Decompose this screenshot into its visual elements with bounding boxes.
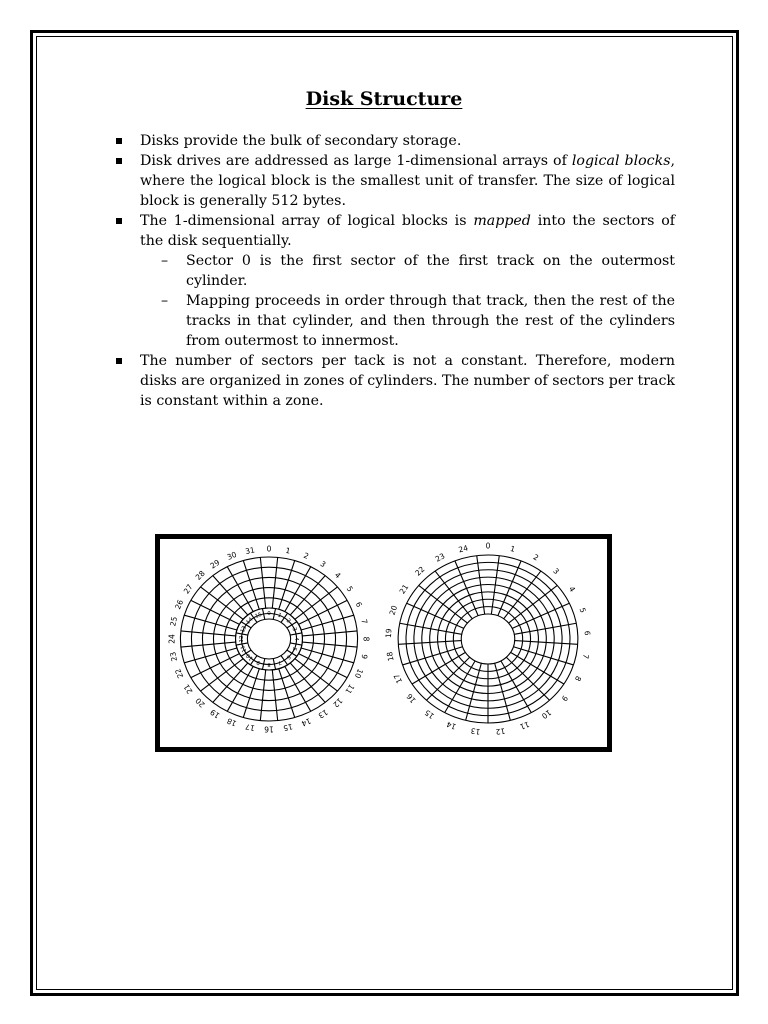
sector-label: 1 — [509, 543, 517, 554]
sector-label: 24 — [457, 543, 469, 555]
track-circle — [191, 567, 346, 711]
track-circle — [247, 619, 290, 659]
list-item-text: , where the logical block is the smallest unit of transfer. The size of logical block is generally 512 bytes. — [140, 153, 676, 209]
sector-line — [191, 600, 240, 624]
sector-label: 27 — [181, 582, 195, 596]
sector-label: 21 — [181, 682, 195, 696]
sector-line — [302, 631, 357, 636]
track-circle — [453, 607, 522, 672]
disk-constant — [398, 555, 578, 723]
sector-line — [498, 561, 521, 616]
sector-label: 10 — [539, 707, 553, 721]
sector-label: 6 — [284, 653, 292, 661]
sector-line — [455, 561, 478, 616]
sector-line — [227, 666, 253, 711]
sector-label: 19 — [383, 628, 394, 639]
track-circle — [236, 608, 303, 670]
sector-label: 15 — [254, 611, 264, 621]
sub-list-item — [115, 291, 675, 351]
sector-line — [400, 623, 462, 634]
sector-line — [181, 631, 236, 636]
sector-line — [260, 557, 265, 608]
sector-label: 8 — [572, 674, 584, 683]
sector-line — [504, 571, 541, 619]
sector-label: 9 — [359, 653, 370, 660]
sector-label: 10 — [352, 667, 365, 680]
sector-label: 10 — [245, 652, 255, 662]
emphasized-text: mapped — [473, 213, 531, 229]
list-item-text: The 1-dimensional array of logical blocks is — [140, 213, 474, 229]
sector-label: 13 — [316, 707, 330, 721]
sector-label: 12 — [495, 726, 506, 737]
sector-label: 5 — [290, 645, 298, 652]
disk-zoned — [180, 557, 357, 721]
sector-label: 25 — [168, 615, 180, 628]
track-circle — [461, 614, 515, 664]
sector-label: 0 — [485, 541, 491, 551]
track-circle — [213, 588, 324, 691]
sector-label: 29 — [208, 557, 222, 571]
sector-line — [302, 642, 357, 647]
sector-label: 18 — [384, 650, 396, 662]
sector-label: 14 — [245, 616, 255, 626]
list-item-text: Sector 0 is the first sector of the first track on the outermost cylinder. — [186, 253, 675, 289]
sector-label: 24 — [167, 634, 177, 644]
sector-label: 16 — [264, 724, 274, 734]
sector-line — [495, 663, 511, 720]
dash-marker: – — [161, 253, 169, 269]
sector-line — [285, 567, 311, 612]
sector-label: 15 — [282, 721, 294, 733]
sector-label: 21 — [397, 582, 411, 596]
bullet-list — [115, 131, 675, 411]
sector-label: 2 — [531, 552, 541, 563]
sector-label: 13 — [239, 625, 249, 634]
sector-label: 23 — [433, 551, 447, 564]
sector-line — [272, 670, 277, 721]
sector-line — [299, 600, 348, 624]
sector-label: 0 — [266, 544, 272, 554]
sub-list-item — [115, 251, 675, 291]
sector-line — [506, 657, 549, 700]
sector-label: 19 — [208, 707, 222, 721]
sector-label: 6 — [353, 600, 364, 609]
sector-label: 2 — [302, 550, 311, 561]
dash-marker: – — [161, 293, 169, 309]
sector-label: 17 — [391, 672, 405, 685]
sector-label: 3 — [318, 559, 328, 570]
list-item-text: Disk drives are addressed as large 1-dimensional arrays of — [140, 153, 572, 169]
sector-label: 30 — [225, 549, 238, 562]
sector-label: 22 — [413, 564, 427, 578]
square-bullet-icon — [116, 218, 122, 224]
page-title: Disk Structure — [305, 88, 463, 110]
sector-label: 0 — [267, 611, 271, 617]
sector-label: 3 — [290, 626, 298, 633]
square-bullet-icon — [116, 158, 122, 164]
list-item-text: Mapping proceeds in order through that track, then the rest of the tracks in that cylinder, and then through the rest of the cylinders from outermost to innermost. — [186, 293, 675, 349]
sector-label: 16 — [404, 691, 418, 705]
sector-label: 6 — [582, 630, 592, 636]
list-item-text: Disks provide the bulk of secondary storage. — [140, 133, 462, 149]
emphasized-text: logical blocks — [571, 153, 671, 169]
sector-label: 8 — [267, 661, 271, 667]
sector-label: 1 — [276, 612, 283, 620]
sector-line — [181, 642, 236, 647]
list-item — [115, 131, 675, 151]
sector-label: 7 — [276, 658, 283, 666]
list-item-text: The number of sectors per tack is not a constant. Therefore, modern disks are organized in zones of cylinders. The number of sectors per track is constant within a zone. — [140, 353, 675, 409]
sector-label: 28 — [193, 568, 207, 582]
square-bullet-icon — [116, 138, 122, 144]
sector-label: 4 — [566, 584, 578, 594]
sector-line — [435, 571, 472, 619]
sector-label: 31 — [244, 545, 256, 557]
sector-label: 18 — [225, 716, 238, 729]
sector-label: 4 — [293, 637, 299, 641]
sector-label: 11 — [343, 682, 357, 696]
sector-label: 2 — [284, 617, 292, 625]
sector-label: 15 — [423, 707, 437, 721]
sector-line — [272, 557, 277, 608]
sector-line — [191, 654, 240, 678]
sector-label: 12 — [331, 696, 345, 710]
sector-label: 20 — [387, 604, 400, 617]
track-circle — [180, 557, 357, 721]
sector-label: 7 — [580, 653, 591, 660]
square-bullet-icon — [116, 358, 122, 364]
list-item — [115, 351, 675, 411]
sector-label: 12 — [239, 635, 245, 643]
sector-line — [426, 657, 469, 700]
sector-label: 23 — [168, 650, 180, 663]
sector-label: 1 — [284, 545, 292, 556]
sector-label: 5 — [344, 584, 355, 594]
list-item — [115, 151, 675, 211]
track-circle — [202, 577, 335, 700]
list-item-text: into the sectors of the disk sequentially. — [140, 213, 676, 249]
sector-label: 13 — [470, 726, 481, 737]
sector-label: 14 — [445, 719, 458, 732]
disk-diagram-figure — [155, 534, 612, 752]
sector-label: 17 — [244, 721, 256, 733]
sector-label: 8 — [361, 636, 371, 642]
sector-label: 14 — [300, 716, 313, 729]
sector-line — [260, 670, 265, 721]
sector-label: 4 — [332, 570, 343, 581]
sector-line — [299, 654, 348, 678]
sector-label: 22 — [173, 667, 186, 680]
sector-label: 5 — [577, 606, 588, 614]
disk-diagrams — [160, 539, 607, 747]
sector-label: 3 — [551, 566, 561, 577]
sector-label: 7 — [359, 618, 370, 625]
sector-line — [285, 666, 311, 711]
sector-label: 26 — [173, 598, 186, 611]
sector-label: 11 — [239, 644, 249, 653]
sector-label: 20 — [193, 696, 207, 710]
sector-label: 9 — [559, 693, 570, 703]
list-item — [115, 211, 675, 251]
sector-line — [227, 567, 253, 612]
sector-line — [514, 623, 576, 634]
sector-label: 9 — [255, 658, 262, 666]
sector-line — [466, 663, 482, 720]
sector-label: 11 — [518, 719, 531, 732]
